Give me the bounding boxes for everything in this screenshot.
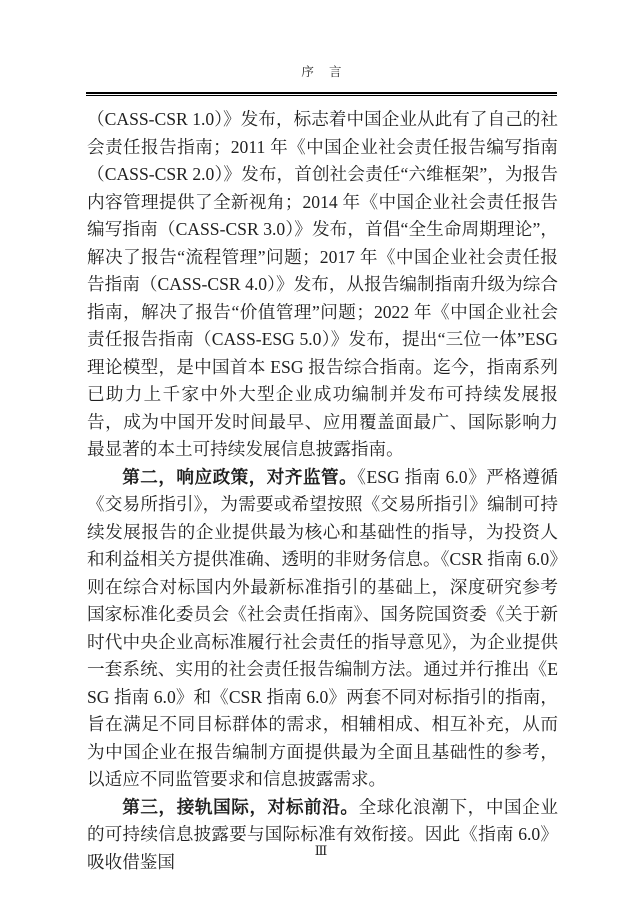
paragraph-continued-history [87, 106, 558, 464]
body-text-column [87, 106, 558, 876]
paragraph-lead-in-second: 第二，响应政策，对齐监管。 [122, 466, 358, 487]
paragraph-body-text: （CASS-CSR 1.0）》发布，标志着中国企业从此有了自己的社会责任报告指南；2011 年《中国企业社会责任报告编写指南（CASS-CSR 2.0）》发布，首创社会责任“六维框架”，为报告内容管理提供了全新视角；2014 年《中国企业社会责任报告编写指南（CASS-CSR 3.0）》发布，首倡“全生命周期理论”，解决了报告“流程管理”问题；2017 年《中国企业社会责任报告指南（CASS-CSR 4.0）》发布，从报告编制指南升级为综合指南，解决了报告“价值管理”问题；2022 年《中国企业社会责任报告指南（CASS-ESG 5.0）》发布，提出“三位一体”ESG 理论模型，是中国首本 ESG 报告综合指南。迄今，指南系列已助力上千家中外大型企业成功编制并发布可持续发展报告，成为中国开发时间最早、应用覆盖面最广、国际影响力最显著的本土可持续发展信息披露指南。 [87, 109, 558, 459]
running-head: 序 言 [301, 65, 348, 79]
header-rule-thick [86, 92, 557, 94]
paragraph-lead-in-third: 第三，接轨国际，对标前沿。 [122, 796, 359, 817]
paragraph-third-point [87, 794, 558, 877]
paragraph-second-point [87, 464, 558, 794]
page-number: Ⅲ [314, 843, 328, 858]
header-double-rule [86, 92, 557, 96]
paragraph-body-text: 《ESG 指南 6.0》严格遵循《交易所指引》，为需要或希望按照《交易所指引》编制可持续发展报告的企业提供最为核心和基础性的指导，为投资人和利益相关方提供准确、透明的非财务信息。《CSR 指南 6.0》则在综合对标国内外最新标准指引的基础上，深度研究参考国家标准化委员会《社会责任指南》、国务院国资委《关于新时代中央企业高标准履行社会责任的指导意见》，为企业提供一套系统、实用的社会责任报告编制方法。通过并行推出《ESG 指南 6.0》和《CSR 指南 6.0》两套不同对标指引的指南，旨在满足不同目标群体的需求，相辅相成、相互补充，从而为中国企业在报告编制方面提供最为全面且基础性的参考，以适应不同监管要求和信息披露需求。 [87, 466, 558, 789]
paragraph-body-text: 全球化浪潮下，中国企业的可持续信息披露要与国际标准有效衔接。因此《指南 6.0》吸收借鉴国 [87, 796, 558, 872]
header-rule-thin [86, 95, 557, 96]
